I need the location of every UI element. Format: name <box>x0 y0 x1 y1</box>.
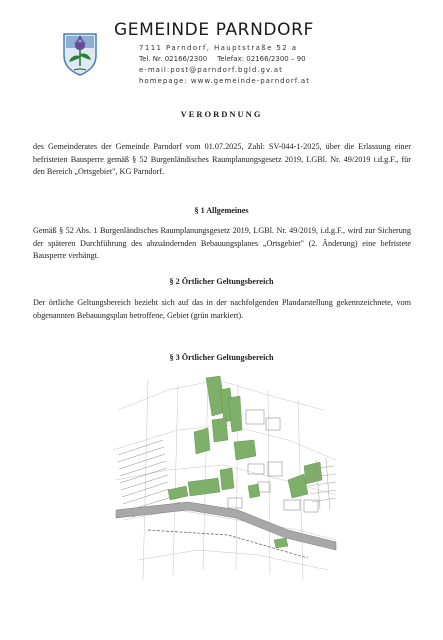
section-1-heading: § 1 Allgemeines <box>194 206 249 215</box>
fax-number: Telefax: 02166/2300 – 90 <box>217 55 306 63</box>
municipality-crest-icon <box>62 32 98 76</box>
contact-email[interactable]: e-mail:post@parndorf.bgld.gv.at <box>139 66 283 74</box>
section-1-text: Gemäß § 52 Abs. 1 Burgenländisches Raumplanungsgesetz 2019, LGBl. Nr. 49/2019, i.d.g.F., wird zur Sicherung der späteren Durchführung des abzuändernden Bebauungsplanes „Ortsgebiet" (2. Änderung) eine befristete Bausperre verhängt. <box>33 226 411 261</box>
homepage-link[interactable]: homepage: www.gemeinde-parndorf.at <box>139 77 310 85</box>
municipality-name: GEMEINDE PARNDORF <box>114 20 314 40</box>
intro-paragraph: des Gemeinderates der Gemeinde Parndorf vom 01.07.2025, Zahl: SV-044-1-2025, über die Erlassung einer befristeten Bausperre gemäß § 52 Burgenländisches Raumplanungsgesetz 2019, LGBl. Nr. 49/2019 i.d.g.F., für den Bereich „Ortsgebiet", KG Parndorf. <box>33 142 411 177</box>
section-2-heading: § 2 Örtlicher Geltungsbereich <box>169 277 274 286</box>
section-2-text: Der örtliche Geltungsbereich bezieht sich auf das in der nachfolgenden Plandarstellung gekennzeichnete, vom obgenannten Bebauungsplan betroffene, Gebiet (grün markiert). <box>33 298 411 320</box>
letterhead <box>0 0 443 100</box>
address-street: 7111 Parndorf, Hauptstraße 52 a <box>139 44 298 52</box>
zoning-plan-map <box>108 370 338 585</box>
contact-phone-fax <box>139 55 306 63</box>
section-3-heading: § 3 Örtlicher Geltungsbereich <box>169 353 274 362</box>
document-title: VERORDNUNG <box>180 109 263 119</box>
phone-number: Tel. Nr. 02166/2300 <box>139 55 208 63</box>
